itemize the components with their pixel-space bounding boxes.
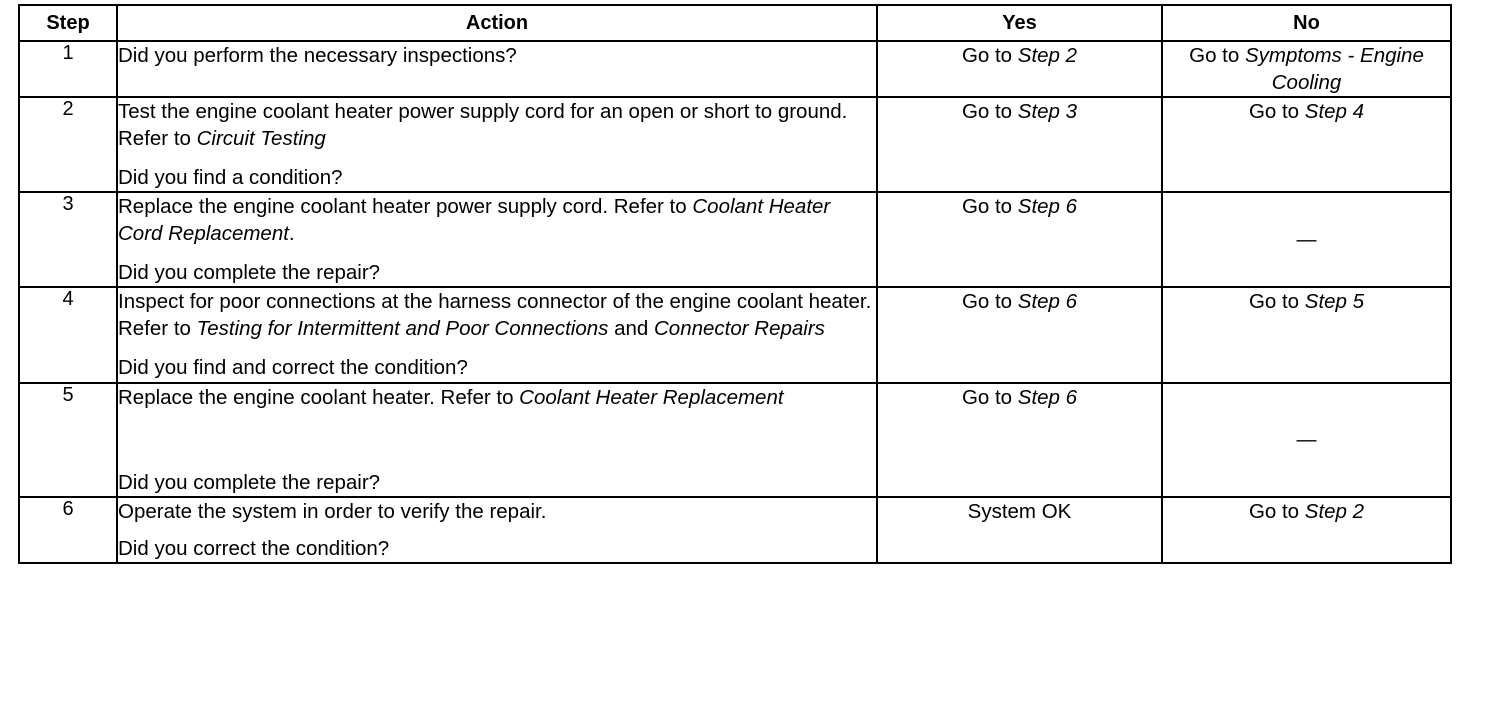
yes-text: Go to bbox=[961, 100, 1018, 124]
no-reference: Step 4 bbox=[1304, 100, 1365, 124]
table-row bbox=[19, 97, 1451, 192]
yes-text: Go to bbox=[961, 290, 1018, 314]
table-row bbox=[19, 192, 1451, 287]
action-text-plain: Test the engine coolant heater power supply cord for an open or short to ground. Refer to bbox=[118, 100, 848, 151]
cell-no bbox=[1162, 192, 1451, 287]
cell-yes bbox=[877, 41, 1162, 97]
table-row bbox=[19, 287, 1451, 382]
table-row bbox=[19, 383, 1451, 497]
yes-text: Go to bbox=[961, 44, 1018, 67]
no-reference: Step 2 bbox=[1304, 499, 1365, 523]
action-text-reference: Circuit Testing bbox=[196, 127, 326, 151]
action-question: Did you find and correct the condition? bbox=[118, 356, 468, 380]
cell-yes bbox=[877, 97, 1162, 192]
cell-yes bbox=[877, 383, 1162, 497]
cell-action bbox=[117, 41, 877, 97]
table-header bbox=[19, 5, 1451, 41]
action-text-plain: Inspect for poor connections at the harness connector of the engine coolant heater. Refer to bbox=[118, 290, 872, 341]
cell-no bbox=[1162, 41, 1451, 97]
action-question: Did you correct the condition? bbox=[118, 536, 390, 560]
yes-reference: Step 6 bbox=[1017, 385, 1078, 409]
yes-reference: Step 6 bbox=[1017, 290, 1078, 314]
cell-yes bbox=[877, 497, 1162, 563]
action-text-plain-2: . bbox=[288, 222, 295, 246]
action-text bbox=[118, 384, 876, 411]
action-text bbox=[118, 98, 876, 152]
action-text-reference: Coolant Heater Cord Replacement bbox=[118, 195, 831, 246]
no-text: Go to bbox=[1248, 290, 1305, 314]
cell-action bbox=[117, 497, 877, 563]
no-text: Go to bbox=[1248, 100, 1305, 124]
cell-action bbox=[117, 287, 877, 382]
action-text-reference: Coolant Heater Replacement bbox=[519, 385, 784, 409]
table-body bbox=[19, 41, 1451, 563]
action-text: Did you perform the necessary inspections? bbox=[118, 44, 517, 67]
column-header-no: No bbox=[1162, 5, 1451, 41]
cell-no bbox=[1162, 287, 1451, 382]
action-text-plain: Replace the engine coolant heater. Refer to bbox=[118, 385, 520, 409]
cell-no bbox=[1162, 383, 1451, 497]
action-text bbox=[118, 193, 876, 247]
cell-step: 3 bbox=[19, 192, 117, 287]
action-text-plain-2: and bbox=[608, 317, 654, 341]
cell-yes bbox=[877, 192, 1162, 287]
column-header-step: Step bbox=[19, 5, 117, 41]
no-reference: Step 5 bbox=[1304, 290, 1365, 314]
cell-step: 6 bbox=[19, 497, 117, 563]
action-text-reference-2: Connector Repairs bbox=[654, 317, 825, 341]
action-text-plain: Replace the engine coolant heater power supply cord. Refer to bbox=[118, 195, 693, 219]
cell-step: 2 bbox=[19, 97, 117, 192]
yes-text: Go to bbox=[961, 195, 1018, 219]
action-text bbox=[118, 288, 876, 342]
table-header-row bbox=[19, 5, 1451, 41]
column-header-yes: Yes bbox=[877, 5, 1162, 41]
table-row bbox=[19, 497, 1451, 563]
cell-action bbox=[117, 192, 877, 287]
no-text: — bbox=[1296, 428, 1317, 451]
yes-reference: Step 2 bbox=[1017, 44, 1078, 67]
yes-reference: Step 3 bbox=[1017, 100, 1078, 124]
action-text: Operate the system in order to verify the repair. bbox=[118, 499, 547, 523]
action-question: Did you find a condition? bbox=[118, 166, 343, 190]
action-text-reference: Testing for Intermittent and Poor Connections bbox=[196, 317, 609, 341]
no-text: — bbox=[1296, 229, 1317, 252]
cell-yes bbox=[877, 287, 1162, 382]
column-header-action: Action bbox=[117, 5, 877, 41]
cell-action bbox=[117, 97, 877, 192]
no-text: Go to bbox=[1248, 499, 1305, 523]
yes-reference: Step 6 bbox=[1017, 195, 1078, 219]
cell-step: 1 bbox=[19, 41, 117, 97]
action-question: Did you complete the repair? bbox=[118, 261, 381, 285]
no-text: Go to bbox=[1189, 44, 1245, 67]
diagnostic-table bbox=[18, 4, 1452, 564]
yes-text: Go to bbox=[961, 385, 1018, 409]
cell-action bbox=[117, 383, 877, 497]
table-row bbox=[19, 41, 1451, 97]
cell-no bbox=[1162, 97, 1451, 192]
action-question: Did you complete the repair? bbox=[118, 470, 381, 494]
cell-no bbox=[1162, 497, 1451, 563]
yes-text: System OK bbox=[967, 499, 1072, 523]
cell-step: 5 bbox=[19, 383, 117, 497]
cell-step: 4 bbox=[19, 287, 117, 382]
no-reference: Symptoms - Engine Cooling bbox=[1244, 44, 1424, 95]
